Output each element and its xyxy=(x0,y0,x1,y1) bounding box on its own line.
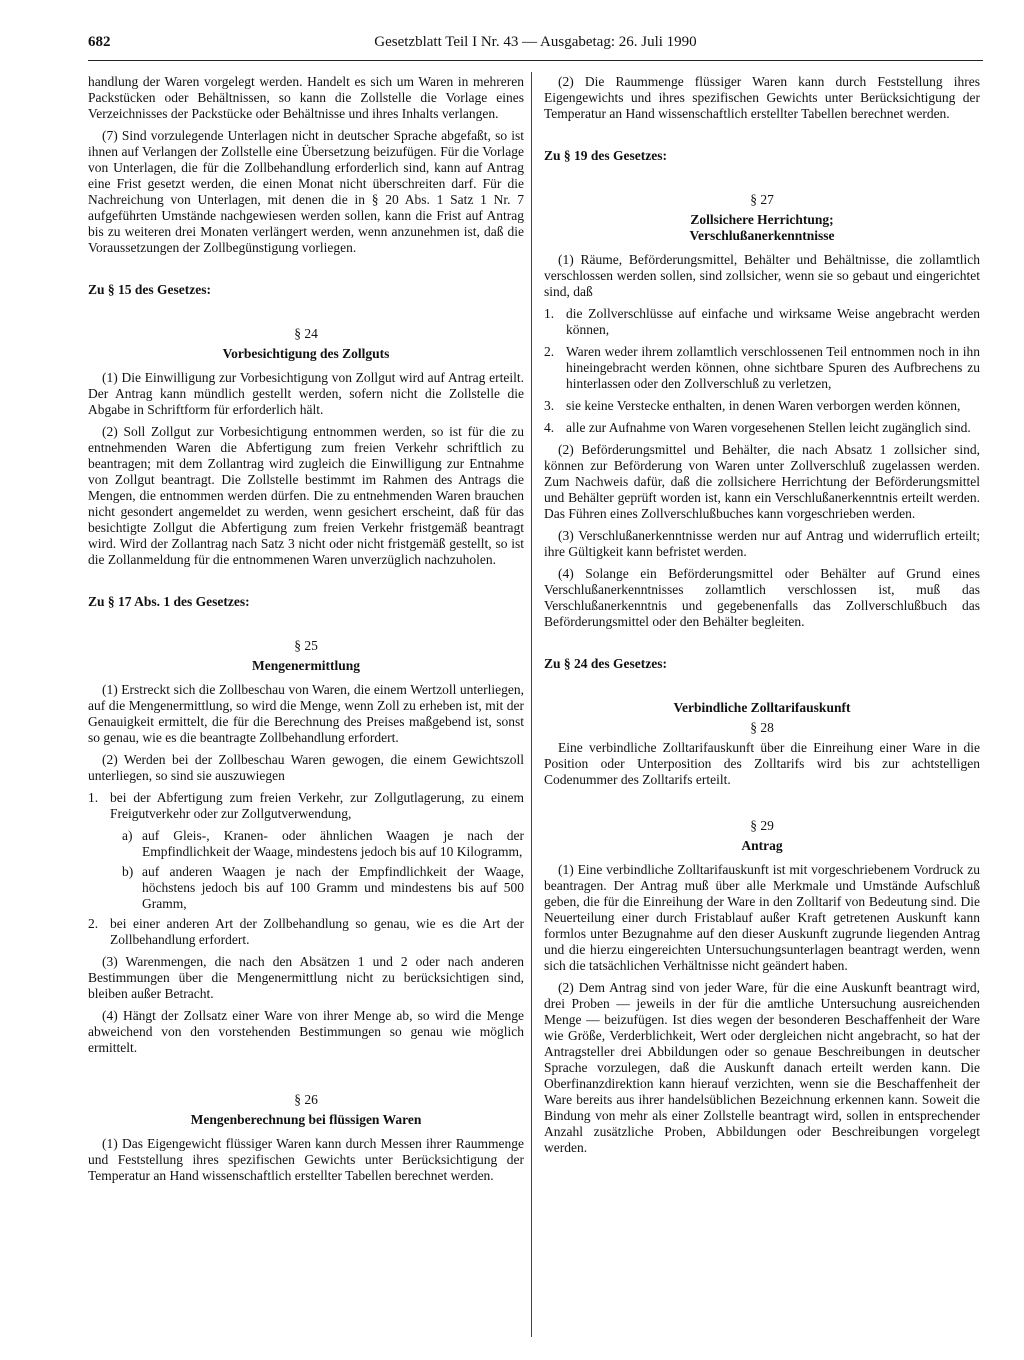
section-ref-19: Zu § 19 des Gesetzes: xyxy=(544,148,667,163)
sub-list-item-letter: b) xyxy=(122,864,134,879)
section-26-para-2: (2) Die Raummenge flüssiger Waren kann durch Feststellung ihres Eigengewichts und ihres spezifischen Gewichts unter Berücksichtigung der Temperatur an Hand wissenschaftlich erstellter Tabellen berechnet werden. xyxy=(544,74,980,121)
section-25-number: § 25 xyxy=(294,638,318,653)
section-29-para-1: (1) Eine verbindliche Zolltarifauskunft ist mit vorgeschriebenem Vordruck zu beantragen. Der Antrag muß über alle Merkmale und Umstände Aufschluß geben, die für die Einreihung der Ware in den Zolltarif von Bedeutung sind. Die Neuerteilung einer durch Fristablauf außer Kraft getretenen Auskunft kann formlos unter Bezugnahme auf den dieser Auskunft zugrunde liegenden Antrag und die hierzu eingereichten Untersuchungsunterlagen beantragt werden, wenn sich die tatsächlichen Verhältnisse nicht geändert haben. xyxy=(544,862,980,973)
section-27-para-3: (3) Verschlußanerkenntnisse werden nur auf Antrag und widerruflich erteilt; ihre Gültigkeit kann befristet werden. xyxy=(544,528,980,559)
section-25-para-1: (1) Erstreckt sich die Zollbeschau von Waren, die einem Wertzoll unterliegen, auf die Mengenermittlung, so wird die Menge, wenn Zoll zu erheben ist, mit der Genauigkeit ermittelt, die für die Berechnung des Preises maßgebend ist, sonst so genau, wie es die beantragte Zollbehandlung erfordert. xyxy=(88,682,524,745)
section-26-title: Mengenberechnung bei flüssigen Waren xyxy=(190,1112,422,1127)
list-item-text: alle zur Aufnahme von Waren vorgesehenen Stellen leicht zugänglich sind. xyxy=(566,420,971,435)
section-27-para-4: (4) Solange ein Beförderungsmittel oder Behälter auf Grund eines Verschlußanerkenntnisses zollamtlich verschlossen ist, muß das Verschlußanerkenntnis und gegebenenfalls das Zollverschlußbuch das Beförderungsmittel oder den Behälter begleiten. xyxy=(544,566,980,629)
list-item-number: 3. xyxy=(544,398,555,413)
list-item xyxy=(544,398,980,414)
list-item-number: 4. xyxy=(544,420,555,435)
left-column xyxy=(88,74,524,1190)
section-29-para-2: (2) Dem Antrag sind von jeder Ware, für die eine Auskunft beantragt wird, drei Proben — jeweils in der für die amtliche Untersuchung ausreichenden Menge — beizufügen. Ist dies wegen der besonderen Beschaffenheit der Ware wie Größe, Verderblichkeit, Wert oder dergleichen nicht angebracht, so hat der Antragsteller drei Abbildungen oder so genaue Beschreibungen in deutscher Sprache vorzulegen, daß die Auskunft danach erteilt werden kann. Die Oberfinanzdirektion kann hierauf verzichten, wenn sie die Beschaffenheit der Ware bereits aus ihrer handelsüblichen Bezeichnung erkennen kann. Soweit die Bindung von mehr als einer Zollstelle beantragt wird, sollen in entsprechender Anzahl zusätzliche Proben, Abbildungen oder Beschreibungen vorgelegt werden. xyxy=(544,980,980,1155)
list-item-text: bei einer anderen Art der Zollbehandlung so genau, wie es die Art der Zollbehandlung erfordert. xyxy=(110,916,524,947)
section-24-title: Vorbesichtigung des Zollguts xyxy=(222,346,390,361)
list-item xyxy=(544,420,980,436)
list-item-number: 1. xyxy=(88,790,99,805)
page-header xyxy=(88,30,983,61)
section-29-number: § 29 xyxy=(750,818,774,833)
list-item xyxy=(88,916,524,948)
section-25-para-3: (3) Warenmengen, die nach den Absätzen 1 und 2 oder nach anderen Bestimmungen über die Mengenermittlung nicht zu berücksichtigen sind, bleiben außer Betracht. xyxy=(88,954,524,1001)
section-24-number: § 24 xyxy=(294,326,318,341)
section-27-title-line-1: Zollsichere Herrichtung; xyxy=(690,212,834,227)
spacer xyxy=(544,794,980,818)
gazette-title: Gesetzblatt Teil I Nr. 43 — Ausgabetag: 26. Juli 1990 xyxy=(374,34,697,50)
sub-list-item xyxy=(122,828,524,860)
section-26-number: § 26 xyxy=(294,1092,318,1107)
section-27-title-line-2: Verschlußanerkenntnisse xyxy=(689,228,835,243)
list-item xyxy=(544,306,980,338)
list-item xyxy=(88,790,524,822)
list-item-number: 2. xyxy=(88,916,99,931)
paragraph-7: (7) Sind vorzulegende Unterlagen nicht in deutscher Sprache abgefaßt, so ist ihnen auf Verlangen der Zollstelle eine Übersetzung beizufügen. Für die Vorlage von Unterlagen, die für die Zollbehandlung erforderlich sind, kann auf Antrag eine Frist gesetzt werden, die einen Monat nicht überschreiten darf. Für die Nachreichung von Unterlagen, mit denen die in § 20 Abs. 1 Satz 1 Nr. 7 aufgeführten Umstände nachgewiesen werden sollen, kann die Frist auf Antrag bis zu weiteren drei Monaten verlängert werden, wenn anzunehmen ist, daß die Voraussetzungen der Zollbegünstigung vorliegen. xyxy=(88,128,524,255)
sub-list-item xyxy=(122,864,524,912)
column-divider xyxy=(531,72,532,1337)
section-25-para-4: (4) Hängt der Zollsatz einer Ware von ihrer Menge ab, so wird die Menge abweichend von den vorstehenden Bestimmungen so genau wie möglich ermittelt. xyxy=(88,1008,524,1055)
section-27-number: § 27 xyxy=(750,192,774,207)
section-24-para-1: (1) Die Einwilligung zur Vorbesichtigung von Zollgut wird auf Antrag erteilt. Der Antrag kann mündlich gestellt werden, sofern nicht die Zollstelle die Abgabe in Schriftform für erforderlich hält. xyxy=(88,370,524,417)
section-28-number: § 28 xyxy=(750,720,774,735)
section-25-para-2: (2) Werden bei der Zollbeschau Waren gewogen, die einem Gewichtszoll unterliegen, so sind sie auszuwiegen xyxy=(88,752,524,783)
binding-tariff-info-title: Verbindliche Zolltarifauskunft xyxy=(673,700,851,715)
right-column xyxy=(544,74,980,1162)
sub-list-item-text: auf anderen Waagen je nach der Empfindlichkeit der Waage, höchstens jedoch bis auf 100 Gramm und mindestens bis auf 500 Gramm, xyxy=(142,864,524,911)
list-item-text: bei der Abfertigung zum freien Verkehr, zur Zollgutlagerung, zu einem Freigutverkehr oder zur Zollgutverwendung, xyxy=(110,790,524,821)
section-28-para: Eine verbindliche Zolltarifauskunft über die Einreihung einer Ware in die Position oder Unterposition des Zolltarifs wird bis zur achtstelligen Codenummer des Zolltarifs erteilt. xyxy=(544,740,980,787)
list-item-text: die Zollverschlüsse auf einfache und wirksame Weise angebracht werden können, xyxy=(566,306,980,337)
list-item-number: 1. xyxy=(544,306,555,321)
list-item-text: sie keine Verstecke enthalten, in denen Waren verborgen werden können, xyxy=(566,398,961,413)
section-ref-24: Zu § 24 des Gesetzes: xyxy=(544,656,667,671)
section-27-para-1: (1) Räume, Beförderungsmittel, Behälter und Behältnisse, die zollamtlich verschlossen werden sollen, sind zollsicher, wenn sie so gebaut und eingerichtet sind, daß xyxy=(544,252,980,299)
sub-list-item-text: auf Gleis-, Kranen- oder ähnlichen Waagen je nach der Empfindlichkeit der Waage, mindestens jedoch bis auf 10 Kilogramm, xyxy=(142,828,524,859)
spacer xyxy=(88,1062,524,1092)
section-26-para-1: (1) Das Eigengewicht flüssiger Waren kann durch Messen ihrer Raummenge und Feststellung ihres spezifischen Gewichts unter Berücksichtigung der Temperatur an Hand wissenschaftlich erstellter Tabellen berechnet werden. xyxy=(88,1136,524,1183)
section-ref-17: Zu § 17 Abs. 1 des Gesetzes: xyxy=(88,594,250,609)
section-27-para-2: (2) Beförderungsmittel und Behälter, die nach Absatz 1 zollsicher sind, können zur Beförderung von Waren unter Zollverschluß zugelassen werden. Zum Nachweis dafür, daß die zollsichere Herrichtung der Beförderungsmittel und Behälter geprüft worden ist, kann ein Verschlußanerkenntnis erteilt werden. Das Führen eines Zollverschlußbuches kann vorgeschrieben werden. xyxy=(544,442,980,521)
list-item-text: Waren weder ihrem zollamtlich verschlossenen Teil entnommen noch in ihn hineingebracht werden können, ohne sichtbare Spuren des Aufbrechens zu hinterlassen oder den Zollverschluß zu verletzen, xyxy=(566,344,980,391)
paragraph-continued: handlung der Waren vorgelegt werden. Handelt es sich um Waren in mehreren Packstücken oder Behältnissen, so kann die Zollstelle die Vorlage eines Verzeichnisses der Packstücke oder Behältnisse und ihres Inhalts verlangen. xyxy=(88,74,524,121)
list-item-number: 2. xyxy=(544,344,555,359)
section-ref-15: Zu § 15 des Gesetzes: xyxy=(88,282,211,297)
section-24-para-2: (2) Soll Zollgut zur Vorbesichtigung entnommen werden, so ist für die zu entnehmenden Waren die Abfertigung zum freien Verkehr schriftlich zu beantragen; mit dem Zollantrag wird zugleich die Einwilligung zur Entnahme von Zollgut beantragt. Die Zollstelle bestimmt im Rahmen des Antrags die Mengen, die entnommen werden dürfen. Die zu entnehmenden Waren brauchen nicht gesondert angemeldet zu werden, wenn gesichert erscheint, daß für das besichtigte Zollgut die Abfertigung zum freien Verkehr fristgemäß beantragt wird. Wird der Zollantrag nach Satz 3 nicht oder nicht fristgemäß gestellt, so ist die Zollanmeldung für die entnommenen Waren unverzüglich nachzuholen. xyxy=(88,424,524,567)
section-29-title: Antrag xyxy=(741,838,783,853)
list-item xyxy=(544,344,980,392)
page-number: 682 xyxy=(88,34,111,50)
sub-list-item-letter: a) xyxy=(122,828,133,843)
section-25-title: Mengenermittlung xyxy=(252,658,360,673)
